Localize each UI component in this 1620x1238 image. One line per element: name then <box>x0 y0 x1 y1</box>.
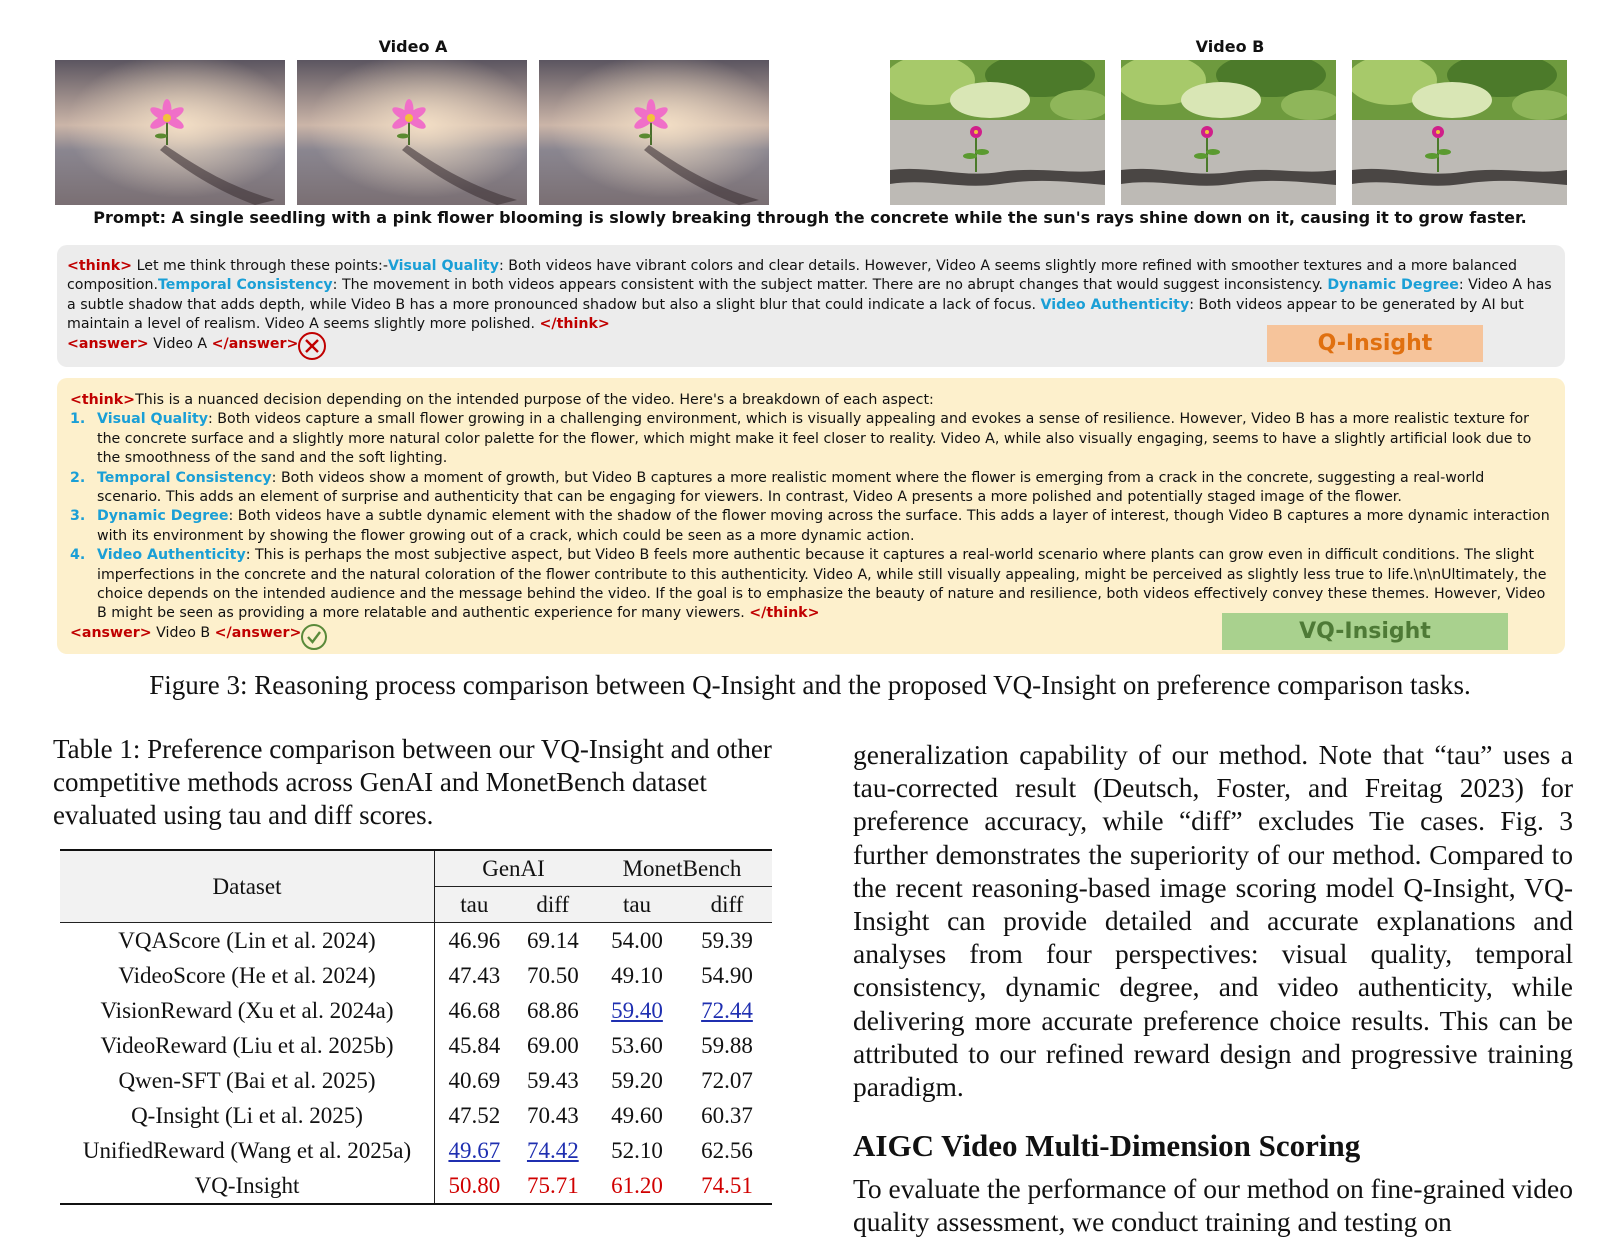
answer-close-tag: </answer> <box>214 624 302 641</box>
results-table <box>60 849 772 1205</box>
item-number: 1. <box>70 411 86 428</box>
table-row <box>60 1028 772 1063</box>
think-close-tag: </think> <box>749 605 820 622</box>
table-row <box>60 923 772 959</box>
list-item <box>70 410 1553 468</box>
aspect-visual-quality: Visual Quality <box>97 411 209 428</box>
aspect-text: : This is perhaps the most subjective aspect, but Video B feels more authentic because it captures a real-world scenario where plants can grow even in difficult conditions. The slight imperfections in the concrete and the natural coloration of the flower contribute to this authenticity. Video A, while still visually appealing, might be perceived as slightly less true to life.\n\nUltimately, the choice depends on the intended audience and the message behind the video. If the goal is to emphasize the beauty of nature and resilience, both videos effectively convey these themes. However, Video B might be seen as providing a more relatable and authentic experience for many viewers. <box>97 547 1547 622</box>
video-a-frame <box>539 60 769 205</box>
table-row <box>60 958 772 993</box>
method-cell: VideoScore (He et al. 2024) <box>60 958 435 993</box>
vqinsight-intro: This is a nuanced decision depending on the intended purpose of the video. Here's a breakdown of each aspect: <box>135 392 934 408</box>
value-cell: 62.56 <box>701 1137 753 1163</box>
aspect-text: : Both videos show a moment of growth, but Video B captures a more realistic moment where the flower is emerging from a crack in the concrete, suggesting a real-world scenario. This adds an element of surprise and authenticity that can be engaging for viewers. In contrast, Video A presents a more polished and potentially staged image of the flower. <box>97 469 1485 506</box>
table-row <box>60 1133 772 1168</box>
aspect-text: : The movement in both videos appears consistent with the subject matter. There are no abrupt changes that would suggest inconsistency. <box>332 277 1328 294</box>
section-paragraph: To evaluate the performance of our method on fine-grained video quality assessment, we conduct training and testing on <box>853 1173 1573 1238</box>
video-a-frame <box>55 60 285 205</box>
value-cell: 49.60 <box>611 1102 663 1128</box>
value-cell: 70.43 <box>526 1102 579 1128</box>
qinsight-intro: Let me think through these points:- <box>132 258 388 274</box>
vqinsight-badge: VQ-Insight <box>1222 613 1508 650</box>
method-cell: VQ-Insight <box>60 1168 435 1204</box>
subcol-diff: diff <box>514 887 592 923</box>
value-cell: 47.43 <box>448 962 501 988</box>
qinsight-answer: Video A <box>148 335 212 352</box>
table-row <box>60 1098 772 1133</box>
method-cell: VisionReward (Xu et al. 2024a) <box>60 993 435 1028</box>
method-cell: UnifiedReward (Wang et al. 2025a) <box>60 1133 435 1168</box>
col-dataset: Dataset <box>60 850 435 923</box>
aspect-video-authenticity: Video Authenticity <box>97 547 246 564</box>
value-cell: 69.14 <box>526 927 579 953</box>
qinsight-reasoning-box <box>57 245 1565 367</box>
item-number: 4. <box>70 547 86 564</box>
value-cell: 59.20 <box>611 1067 663 1093</box>
aspect-text: : Both videos have a subtle dynamic element with the shadow of the flower moving across the surface. This adds a layer of interest, though Video B captures a more dynamic interaction with its environment by showing the flower growing out of a crack, which could be seen as a more dynamic action. <box>97 508 1550 544</box>
value-cell: 59.88 <box>701 1032 753 1058</box>
col-group-genai: GenAI <box>435 850 593 887</box>
aspect-list <box>70 410 1553 623</box>
value-cell: 59.39 <box>701 927 753 953</box>
subcol-tau: tau <box>435 887 514 923</box>
think-open-tag: <think> <box>67 258 133 274</box>
value-cell: 49.10 <box>611 962 663 988</box>
think-open-tag: <think> <box>70 392 136 408</box>
value-cell: 53.60 <box>611 1032 663 1058</box>
think-close-tag: </think> <box>539 316 610 333</box>
value-cell: 60.37 <box>701 1102 753 1128</box>
value-cell: 59.40 <box>611 997 663 1023</box>
col-group-monetbench: MonetBench <box>592 850 772 887</box>
body-paragraph: generalization capability of our method. Note that “tau” uses a tau-corrected result (Deutsch, Foster, and Freitag 2023) for preference accuracy, while “diff” excludes Tie cases. Fig. 3 further demonstrates the superiority of our method. Compared to the recent reasoning-based image scoring model Q-Insight, VQ-Insight can provide detailed and accurate explanations and analyses from four perspectives: visual quality, temporal consistency, dynamic degree, and video authenticity, while delivering more accurate preference choice results. This can be attributed to our refined reward design and progressive training paradigm. <box>853 739 1573 1103</box>
value-cell: 72.44 <box>701 997 753 1023</box>
cross-circle-icon <box>297 331 327 361</box>
method-cell: Q-Insight (Li et al. 2025) <box>60 1098 435 1133</box>
method-cell: Qwen-SFT (Bai et al. 2025) <box>60 1063 435 1098</box>
subcol-tau: tau <box>592 887 682 923</box>
aspect-visual-quality: Visual Quality <box>387 258 499 274</box>
value-cell: 54.90 <box>701 962 753 988</box>
list-item <box>70 469 1553 508</box>
aspect-text: : Both videos appear to be generated by AI but maintain a level of realism. Video A seems slightly more polished. <box>67 296 1524 333</box>
aspect-text: : Video A has a subtle shadow that adds depth, while Video B has a more pronounced shadow but also a slight blur that could indicate a lack of focus. <box>67 277 1552 313</box>
answer-open-tag: <answer> <box>67 335 149 352</box>
video-b-frame <box>890 60 1105 205</box>
aspect-temporal-consistency: Temporal Consistency <box>158 277 333 294</box>
video-b-frame <box>1352 60 1567 205</box>
value-cell: 49.67 <box>448 1137 501 1163</box>
vqinsight-reasoning-box <box>57 378 1565 654</box>
prompt-text: Prompt: A single seedling with a pink flower blooming is slowly breaking through the concrete while the sun's rays shine down on it, causing it to grow faster. <box>93 208 1527 227</box>
answer-close-tag: </answer> <box>211 335 299 352</box>
value-cell: 47.52 <box>448 1102 501 1128</box>
table-row <box>60 1063 772 1098</box>
value-cell: 74.51 <box>701 1172 753 1198</box>
check-circle-icon <box>300 623 328 651</box>
value-cell: 72.07 <box>701 1067 753 1093</box>
item-number: 2. <box>70 469 86 486</box>
aspect-dynamic-degree: Dynamic Degree <box>97 508 229 525</box>
video-a-frame <box>297 60 527 205</box>
video-b-label: Video B <box>1195 37 1265 56</box>
section-heading: AIGC Video Multi-Dimension Scoring <box>853 1128 1361 1163</box>
value-cell: 74.42 <box>526 1137 579 1163</box>
method-cell: VQAScore (Lin et al. 2024) <box>60 923 435 959</box>
method-cell: VideoReward (Liu et al. 2025b) <box>60 1028 435 1063</box>
aspect-text: : Both videos capture a small flower growing in a challenging environment, which is visually appealing and evokes a sense of resilience. However, Video B has a more realistic texture for the concrete surface and a slightly more natural color palette for the flower, which might make it feel closer to reality. Video A, while also visually engaging, seems to have a slightly artificial look due to the smoothness of the sand and the soft lighting. <box>97 411 1532 467</box>
video-b-frame <box>1121 60 1336 205</box>
table-caption: Table 1: Preference comparison between our VQ-Insight and other competitive methods across GenAI and MonetBench dataset evaluated using tau and diff scores. <box>53 734 772 830</box>
value-cell: 46.68 <box>448 997 501 1023</box>
value-cell: 46.96 <box>448 927 501 953</box>
item-number: 3. <box>70 508 86 525</box>
subcol-diff: diff <box>682 887 772 923</box>
table-row <box>60 1168 772 1204</box>
aspect-video-authenticity: Video Authenticity <box>1040 296 1190 313</box>
vqinsight-answer: Video B <box>151 624 215 641</box>
value-cell: 52.10 <box>611 1137 663 1163</box>
value-cell: 75.71 <box>526 1172 579 1198</box>
aspect-text: : Both videos have vibrant colors and clear details. However, Video A seems slightly more refined with smoother textures and a more balanced composition. <box>67 258 1518 294</box>
aspect-dynamic-degree: Dynamic Degree <box>1327 277 1459 294</box>
figure-caption: Figure 3: Reasoning process comparison between Q-Insight and the proposed VQ-Insight on preference comparison tasks. <box>149 670 1471 700</box>
value-cell: 54.00 <box>611 927 663 953</box>
list-item <box>70 507 1553 546</box>
value-cell: 50.80 <box>448 1172 501 1198</box>
value-cell: 68.86 <box>526 997 579 1023</box>
value-cell: 69.00 <box>526 1032 579 1058</box>
aspect-temporal-consistency: Temporal Consistency <box>97 469 272 486</box>
value-cell: 45.84 <box>448 1032 501 1058</box>
value-cell: 70.50 <box>526 962 579 988</box>
value-cell: 61.20 <box>611 1172 663 1198</box>
value-cell: 40.69 <box>448 1067 501 1093</box>
answer-open-tag: <answer> <box>70 624 152 641</box>
value-cell: 59.43 <box>526 1067 579 1093</box>
video-a-label: Video A <box>378 37 448 56</box>
table-row <box>60 993 772 1028</box>
qinsight-badge: Q-Insight <box>1267 325 1483 362</box>
